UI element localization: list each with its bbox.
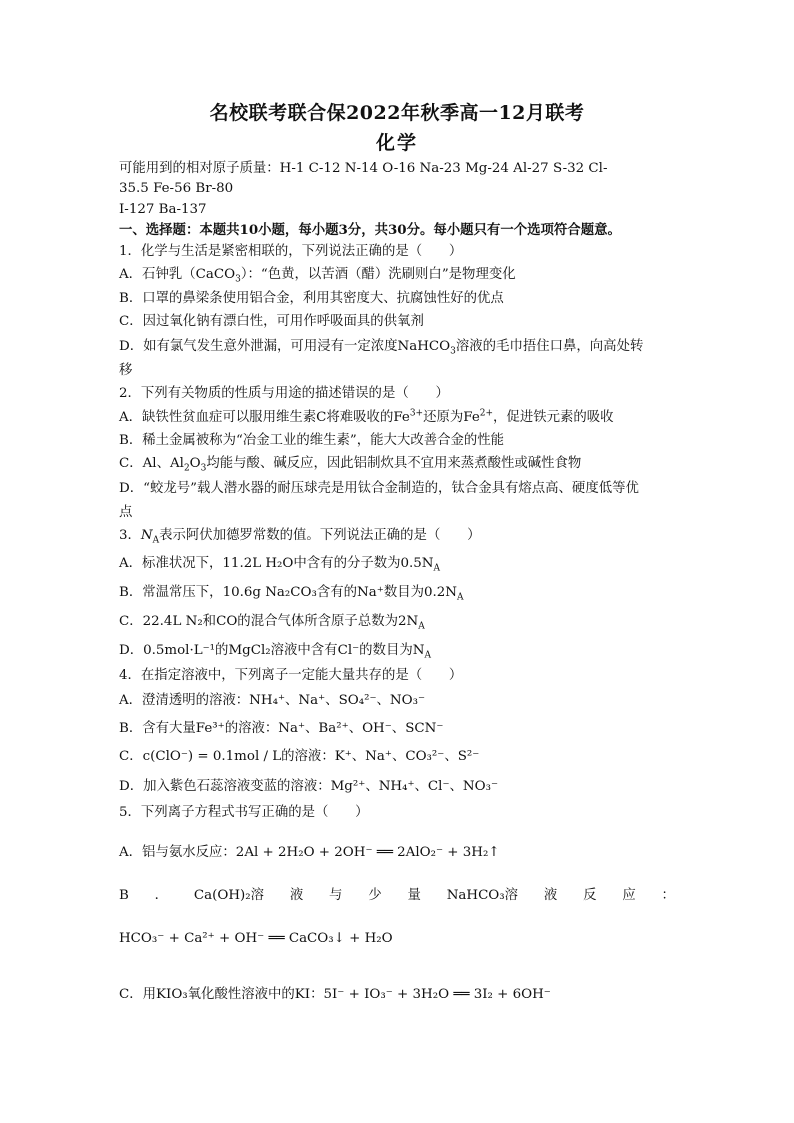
q5-option-b-part: ．	[154, 888, 169, 903]
q1-option-d: D．如有氯气发生意外泄漏，可用浸有一定浓度NaHCO$_3$溶液的毛巾捂住口鼻，向高处转	[119, 339, 644, 357]
q3-stem: 3．$N_A$表示阿伏加德罗常数的值。下列说法正确的是（ ）	[119, 528, 481, 546]
atomic-masses-line-2: 35.5 Fe-56 Br-80	[119, 181, 234, 196]
q5-option-b-part: 与	[329, 888, 343, 903]
exam-title: 名校联考联合保2022年秋季高一12月联考	[209, 102, 585, 124]
q5-option-b-part: 液	[543, 888, 558, 903]
q2-option-b: B．稀土金属被称为“冶金工业的维生素”，能大大改善合金的性能	[119, 433, 505, 448]
q1-option-a: A．石钟乳（CaCO$_3$）：“色黄，以苦酒（醋）洗刷则白”是物理变化	[119, 267, 516, 285]
q5-option-b-equation: HCO₃⁻ + Ca²⁺ + OH⁻ ══ CaCO₃↓ + H₂O	[119, 931, 393, 946]
q5-option-a: A．铝与氨水反应：2Al + 2H₂O + 2OH⁻ ══ 2AlO₂⁻ + 3H₂↑	[119, 845, 500, 860]
q1-option-d-cont: 移	[119, 363, 133, 378]
atomic-masses-line-3: I-127 Ba-137	[119, 202, 207, 217]
q2-option-c: C．Al、$Al_2O_3$均能与酸、碱反应，因此铝制炊具不宜用来蒸煮酸性或碱性食物	[119, 456, 582, 474]
q4-stem: 4．在指定溶液中，下列离子一定能大量共存的是（ ）	[119, 668, 463, 683]
q4-option-d: D．加入紫色石蕊溶液变蓝的溶液：Mg²⁺、NH₄⁺、Cl⁻、NO₃⁻	[119, 779, 499, 794]
q5-option-b	[119, 887, 679, 905]
q3-option-c: C．22.4L N₂和CO的混合气体所含原子总数为$2N_A$	[119, 614, 425, 632]
q5-option-b-part: 量	[407, 888, 421, 903]
q1-option-b: B．口罩的鼻梁条使用铝合金，利用其密度大、抗腐蚀性好的优点	[119, 291, 504, 306]
q4-option-b: B．含有大量Fe³⁺的溶液：Na⁺、Ba²⁺、OH⁻、SCN⁻	[119, 721, 444, 736]
q2-stem: 2．下列有关物质的性质与用途的描述错误的是（ ）	[119, 386, 449, 401]
q4-option-a: A．澄清透明的溶液：NH₄⁺、Na⁺、SO₄²⁻、NO₃⁻	[119, 693, 426, 708]
atomic-masses-line-1: 可能用到的相对原子质量：H-1 C-12 N-14 O-16 Na-23 Mg-24 Al-27 S-32 Cl-	[119, 161, 608, 176]
q5-option-b-part: 应	[622, 888, 636, 903]
q3-option-d: D．0.5mol·L⁻¹的MgCl₂溶液中含有Cl⁻的数目为$N_A$	[119, 643, 431, 661]
q2-option-a: A．缺铁性贫血症可以服用维生素C将难吸收的$Fe^{3+}$还原为$Fe^{2+}$，促进铁元素的吸收	[119, 408, 614, 425]
q4-option-c: C．c(ClO⁻) = 0.1mol / L的溶液：K⁺、Na⁺、CO₃²⁻、S²⁻	[119, 749, 480, 764]
q5-option-b-part: Ca(OH)₂溶	[193, 888, 264, 903]
q5-option-b-part: 液	[289, 888, 304, 903]
q1-option-c: C．因过氧化钠有漂白性，可用作呼吸面具的供氧剂	[119, 314, 424, 329]
section-heading: 一、选择题：本题共10小题，每小题3分，共30分。每小题只有一个选项符合题意。	[119, 222, 621, 238]
q1-stem: 1．化学与生活是紧密相联的，下列说法正确的是（ ）	[119, 244, 463, 259]
q5-option-b-part: 反	[583, 888, 597, 903]
q5-stem: 5．下列离子方程式书写正确的是（ ）	[119, 805, 369, 820]
q2-option-d: D．“蛟龙号”载人潜水器的耐压球壳是用钛合金制造的，钛合金具有熔点高、硬度低等优	[119, 481, 639, 496]
subject-title: 化学	[375, 132, 418, 154]
q5-option-b-part: 少	[368, 888, 382, 903]
q5-option-b-part: B	[119, 888, 129, 903]
q5-option-c: C．用KIO₃氧化酸性溶液中的KI：5I⁻ + IO₃⁻ + 3H₂O ══ 3I₂ + 6OH⁻	[119, 987, 551, 1002]
q2-option-d-cont: 点	[119, 505, 133, 520]
q3-option-b: B．常温常压下，10.6g Na₂CO₃含有的Na⁺数目为$0.2N_A$	[119, 585, 464, 603]
q5-option-b-part: ：	[661, 888, 675, 903]
q3-option-a: A．标准状况下，11.2L H₂O中含有的分子数为$0.5N_A$	[119, 556, 441, 574]
q5-option-b-spread	[119, 887, 675, 905]
q5-option-b-part: NaHCO₃溶	[446, 888, 519, 903]
